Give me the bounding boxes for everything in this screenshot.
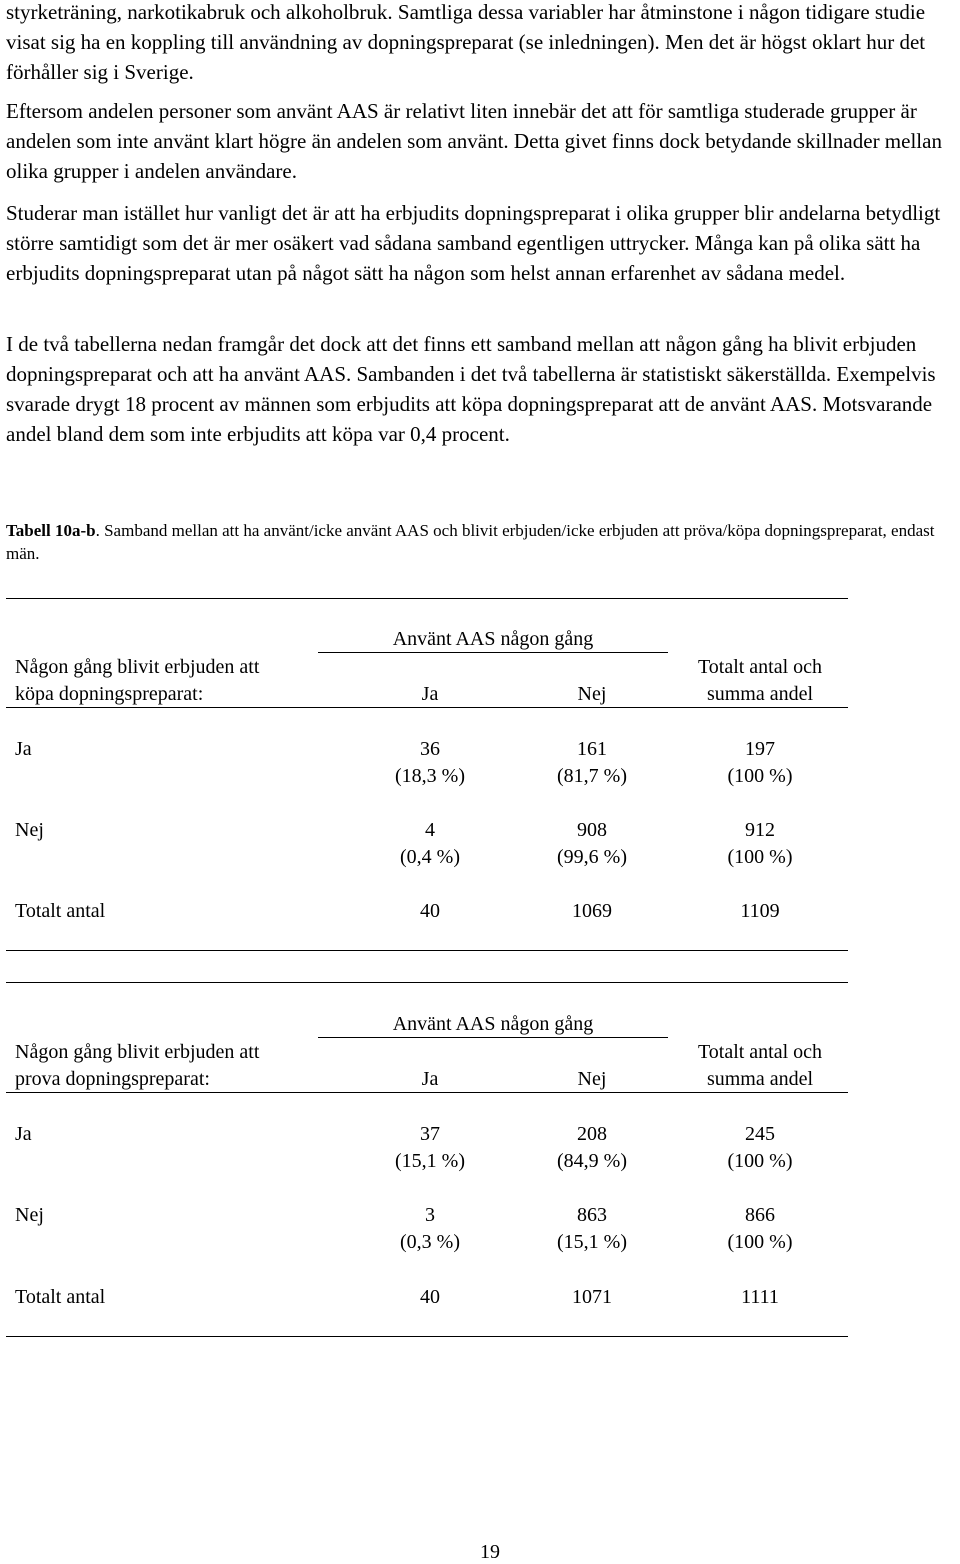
col-header-nej: Nej <box>577 1068 607 1090</box>
row-header-line2: prova dopningspreparat: <box>15 1068 210 1090</box>
table-bottom-rule <box>6 1336 848 1337</box>
spanner-rule <box>318 652 668 653</box>
cell-ja-pct: (0,3 %) <box>400 1231 460 1253</box>
table-bottom-rule <box>6 950 848 951</box>
paragraph-1: styrketräning, narkotikabruk och alkoholbruk. Samtliga dessa variabler har åtminstone i någon tidigare studie visat sig ha en koppling till användning av dopningspreparat (se inledningen). Men det är högst oklart hur det förhåller sig i Sverige. <box>6 0 926 84</box>
cell-nej-pct: (84,9 %) <box>557 1150 627 1172</box>
col-header-total-line1: Totalt antal och <box>697 1041 823 1063</box>
totals-total: 1111 <box>741 1286 779 1308</box>
col-header-total-line2: summa andel <box>706 683 814 705</box>
column-spanner: Använt AAS någon gång <box>392 628 594 650</box>
caption-label: Tabell 10a-b <box>6 521 96 540</box>
totals-ja: 40 <box>420 900 440 922</box>
cell-total: 197 <box>745 738 775 760</box>
row-header-line1: Någon gång blivit erbjuden att <box>15 1041 260 1063</box>
paragraph-2: Eftersom andelen personer som använt AAS är relativt liten innebär det att för samtliga studerade grupper är andelen som inte använt klart högre än andelen som använt. Detta givet finns dock betydande skillnader mellan olika grupper i andelen användare. <box>6 99 942 183</box>
row-label: Nej <box>15 1204 44 1226</box>
row-label: Nej <box>15 819 44 841</box>
cell-total: 912 <box>745 819 775 841</box>
page-number: 19 <box>480 1541 500 1563</box>
cell-total-pct: (100 %) <box>727 1231 793 1253</box>
header-rule <box>6 707 848 708</box>
cell-nej: 863 <box>577 1204 607 1226</box>
cell-ja-pct: (0,4 %) <box>400 846 460 868</box>
cell-nej: 161 <box>577 738 607 760</box>
cell-ja: 4 <box>425 819 435 841</box>
col-header-total-line2: summa andel <box>706 1068 814 1090</box>
col-header-nej: Nej <box>577 683 607 705</box>
cell-total-pct: (100 %) <box>727 765 793 787</box>
cell-total-pct: (100 %) <box>727 1150 793 1172</box>
cell-nej-pct: (99,6 %) <box>557 846 627 868</box>
row-label: Ja <box>15 1123 32 1145</box>
col-header-total-line1: Totalt antal och <box>697 656 823 678</box>
cell-total-pct: (100 %) <box>727 846 793 868</box>
totals-nej: 1069 <box>572 900 612 922</box>
cell-ja: 37 <box>420 1123 440 1145</box>
row-header-line2: köpa dopningspreparat: <box>15 683 204 705</box>
row-header-line1: Någon gång blivit erbjuden att <box>15 656 260 678</box>
spanner-rule <box>318 1037 668 1038</box>
totals-label: Totalt antal <box>15 900 106 922</box>
cell-ja-pct: (18,3 %) <box>395 765 465 787</box>
col-header-ja: Ja <box>421 1068 439 1090</box>
totals-label: Totalt antal <box>15 1286 106 1308</box>
table-top-rule <box>6 598 848 599</box>
table-top-rule <box>6 982 848 983</box>
table-caption <box>6 519 956 565</box>
totals-nej: 1071 <box>572 1286 612 1308</box>
totals-total: 1109 <box>740 900 780 922</box>
caption-text: . Samband mellan att ha använt/icke använt AAS och blivit erbjuden/icke erbjuden att pröva/köpa dopningspreparat, endast män. <box>6 521 935 563</box>
cell-ja: 36 <box>420 738 440 760</box>
row-label: Ja <box>15 738 32 760</box>
cell-nej-pct: (15,1 %) <box>557 1231 627 1253</box>
cell-nej-pct: (81,7 %) <box>557 765 627 787</box>
cell-nej: 208 <box>577 1123 607 1145</box>
cell-ja: 3 <box>425 1204 435 1226</box>
paragraph-3: Studerar man istället hur vanligt det är att ha erbjudits dopningspreparat i olika grupper blir andelarna betydligt större samtidigt som det är mer osäkert vad sådana samband egentligen uttrycker. Många kan på olika sätt ha erbjudits dopningspreparat utan på något sätt ha någon som helst annan erfarenhet av sådana medel. <box>6 201 941 285</box>
cell-nej: 908 <box>577 819 607 841</box>
column-spanner: Använt AAS någon gång <box>392 1013 594 1035</box>
cell-ja-pct: (15,1 %) <box>395 1150 465 1172</box>
header-rule <box>6 1092 848 1093</box>
cell-total: 866 <box>745 1204 775 1226</box>
cell-total: 245 <box>745 1123 775 1145</box>
col-header-ja: Ja <box>421 683 439 705</box>
totals-ja: 40 <box>420 1286 440 1308</box>
paragraph-4: I de två tabellerna nedan framgår det dock att det finns ett samband mellan att någon gång ha blivit erbjuden dopningspreparat och att ha använt AAS. Sambanden i det två tabellerna är statistiskt säkerställda. Exempelvis svarade drygt 18 procent av männen som erbjudits att köpa dopningspreparat att de använt AAS. Motsvarande andel bland dem som inte erbjudits att köpa var 0,4 procent. <box>6 332 936 446</box>
